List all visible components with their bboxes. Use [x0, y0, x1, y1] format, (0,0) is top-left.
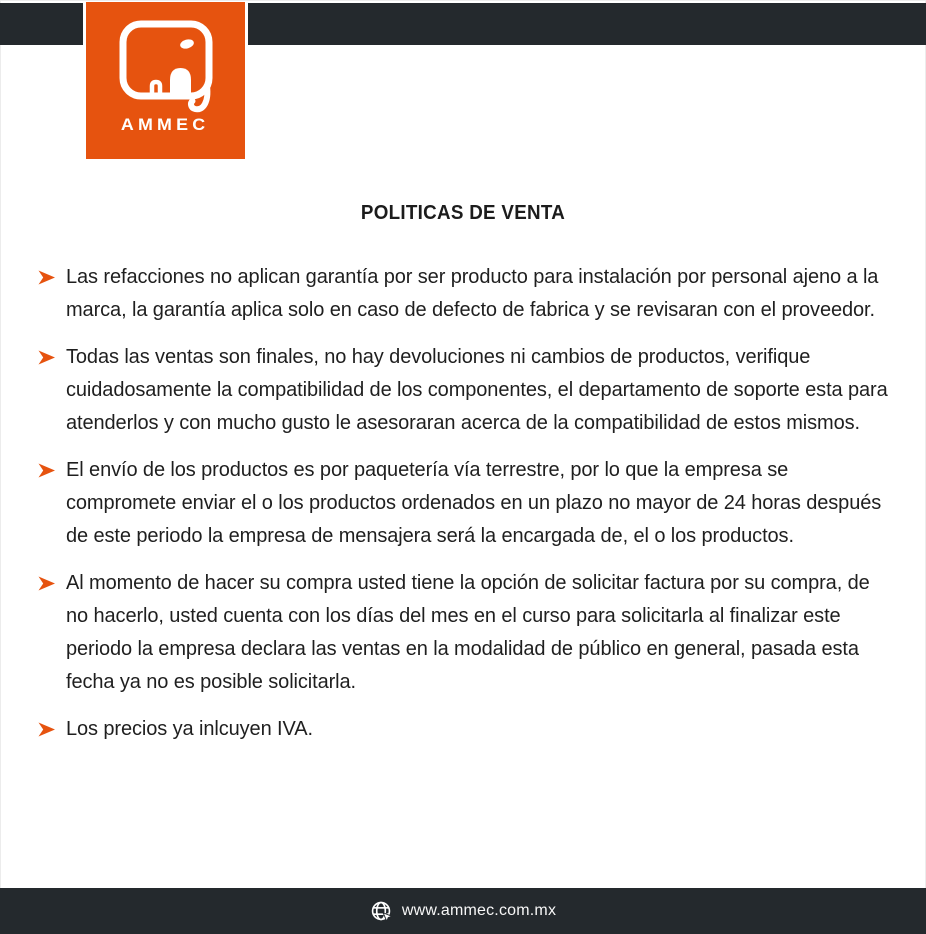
policy-list: [38, 261, 890, 760]
brand-logo: [83, 2, 248, 159]
policy-text: Al momento de hacer su compra usted tiene la opción de solicitar factura por su compra, de no hacerlo, usted cuenta con los días del mes en el curso para solicitarla al finalizar este periodo la empresa declara las ventas en la modalidad de público en general, pasada esta fecha ya no es posible solicitarla.: [66, 572, 870, 693]
arrow-right-icon: [38, 722, 55, 737]
globe-cursor-icon: [370, 900, 393, 923]
policy-item: [38, 341, 890, 440]
page-title: POLITICAS DE VENTA: [360, 202, 566, 224]
arrow-right-icon: [38, 576, 55, 591]
website-url: www.ammec.com.mx: [401, 902, 557, 919]
brand-name: AMMEC: [121, 115, 210, 134]
policy-text: Todas las ventas son finales, no hay devoluciones ni cambios de productos, verifique cuidadosamente la compatibilidad de los componentes, el departamento de soporte esta para atenderlos y con mucho gusto le asesoraran acerca de la compatibilidad de estos mismos.: [66, 346, 888, 434]
policy-text: Los precios ya inlcuyen IVA.: [66, 718, 313, 740]
elephant-icon: [118, 20, 214, 114]
policy-item: [38, 261, 890, 327]
policy-text: Las refacciones no aplican garantía por ser producto para instalación por personal ajeno a la marca, la garantía aplica solo en caso de defecto de fabrica y se revisaran con el proveedor.: [66, 266, 879, 321]
arrow-right-icon: [38, 463, 55, 478]
policy-item: [38, 567, 890, 699]
policy-item: [38, 713, 890, 746]
footer-bar: [0, 888, 926, 934]
arrow-right-icon: [38, 350, 55, 365]
policy-item: [38, 454, 890, 553]
policy-text: El envío de los productos es por paquetería vía terrestre, por lo que la empresa se compromete enviar el o los productos ordenados en un plazo no mayor de 24 horas después de este periodo la empresa de mensajera será la encargada de, el o los productos.: [66, 459, 882, 547]
arrow-right-icon: [38, 270, 55, 285]
